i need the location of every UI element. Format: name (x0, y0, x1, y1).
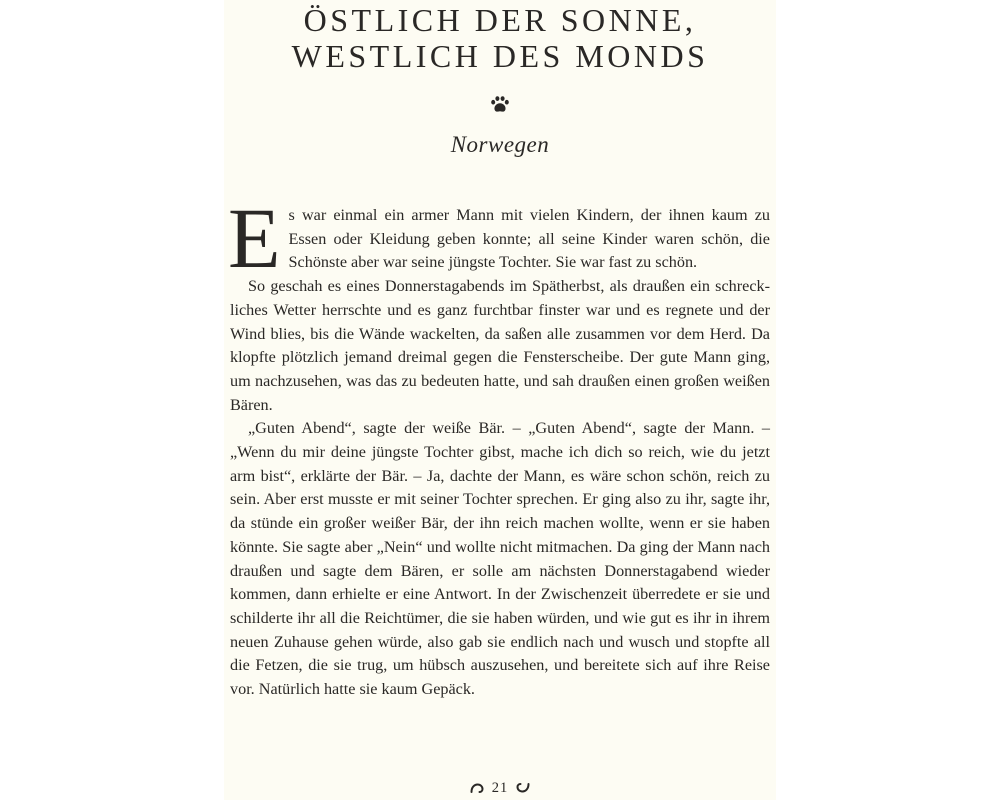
bear-paw-icon (490, 94, 510, 114)
page-number: 21 (491, 780, 509, 796)
drop-cap: E (228, 190, 281, 286)
book-page (224, 0, 776, 800)
story-body (228, 190, 770, 702)
paragraph-2: So geschah es eines Donnerstagabends im Spätherbst, als draußen ein schreckliches Wetter herrschte und es ganz furchtbar finster war und es regnete und der Wind blies, bis die Wände wackelten, da saßen alle zusammen vor dem Herd. Da klopfte plötzlich jemand dreimal gegen die Fensterscheibe. Der gute Mann ging, um nachzusehen, was das zu bedeuten hatte, und sah draußen einen großen weißen Bären. (230, 277, 770, 414)
paragraph-1-text: s war einmal ein armer Mann mit vielen Kindern, der ihnen kaum zu Essen oder Kleidung geben konnte; all seine Kinder waren schön, die Schönste aber war seine jüngste Tochter. Sie war fast zu schön. (288, 206, 770, 272)
page-footer (224, 776, 776, 800)
chapter-title-line-2: WESTLICH DES MONDS (291, 38, 709, 74)
chapter-title-line-1: ÖSTLICH DER SONNE, (303, 2, 697, 38)
curl-ornament-icon (516, 783, 530, 793)
curl-ornament-icon (470, 783, 484, 793)
paragraph-1 (228, 190, 770, 286)
chapter-subtitle: Norwegen (450, 132, 550, 157)
paragraph-3: „Guten Abend“, sagte der weiße Bär. – „Guten Abend“, sagte der Mann. – „Wenn du mir deine jüngste Tochter gibst, mache ich dich so reich, wie du jetzt arm bist“, erklärte der Bär. – Ja, dachte der Mann, es wäre schon schön, reich zu sein. Aber erst musste er mit seiner Tochter sprechen. Er ging also zu ihr, sagte ihr, da stünde ein großer weißer Bär, der ihn reich machen wollte, wenn er sie haben könnte. Sie sagte aber „Nein“ und wollte nicht mitmachen. Da ging der Mann nach draußen und sagte dem Bären, er solle am nächsten Donnerstagabend wieder kommen, dann erhielte er eine Antwort. In der Zwischenzeit überredete er sie und schilderte ihr all die Reichtümer, die sie haben würden, und wie gut es ihr in ihrem neuen Zuhause gehen würde, also gab sie endlich nach und wusch und stopfte all die Fetzen, die sie trug, um hübsch auszusehen, und bereitete sich auf ihre Reise vor. Natürlich hatte sie kaum Gepäck. (230, 419, 770, 699)
